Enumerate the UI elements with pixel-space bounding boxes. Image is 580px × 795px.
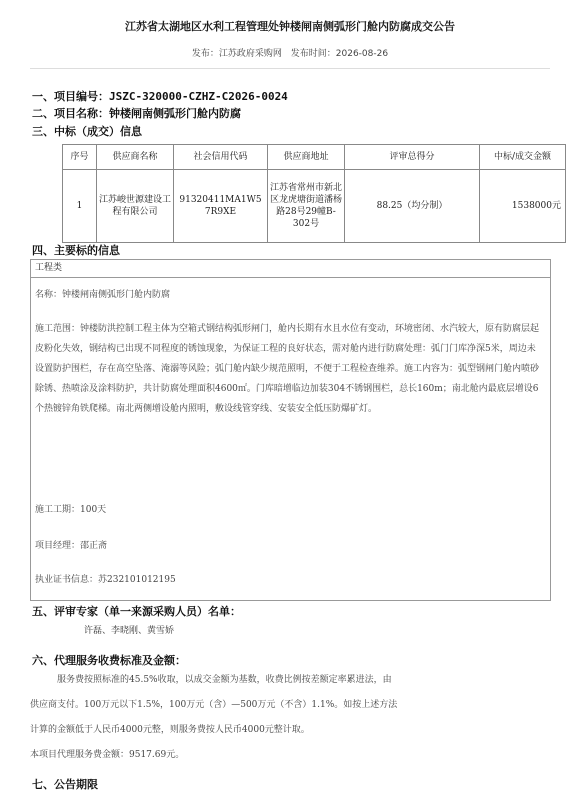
- table-header-row: [63, 145, 566, 170]
- header-divider: [30, 68, 550, 69]
- col-header-score: 评审总得分: [345, 145, 480, 170]
- section-bid-info: 三、中标（成交）信息: [32, 125, 142, 138]
- publish-source: 发布：江苏政府采购网: [191, 49, 282, 59]
- col-header-no: 序号: [63, 145, 97, 170]
- target-certificate: 执业证书信息：苏232101012195: [35, 575, 176, 585]
- cell-score: 88.25（均分制）: [345, 170, 480, 243]
- cell-no: 1: [63, 170, 97, 243]
- cell-address: 江苏省常州市新北区龙虎塘街道潘杨路28号29幢B-302号: [268, 170, 345, 243]
- fee-line-2: 供应商支付。100万元以下1.5%，100万元（含）—500万元（不含）1.1%。如按上述方法: [30, 700, 398, 710]
- section-label: 二、项目名称：: [32, 107, 109, 120]
- project-number: JSZC-320000-CZHZ-C2026-0024: [109, 90, 288, 103]
- project-name: 钟楼闸南侧弧形门舱内防腐: [109, 107, 241, 120]
- target-info-box: [30, 259, 551, 601]
- target-name: 名称：钟楼闸南侧弧形门舱内防腐: [35, 290, 171, 300]
- section-fee: 六、代理服务收费标准及金额：: [32, 654, 186, 667]
- target-scope: 施工范围：钟楼防洪控制工程主体为空箱式钢结构弧形闸门，舱内长期有水且水位有变动，环境密闭、水汽较大，原有防腐层起皮粉化失效，钢结构已出现不同程度的锈蚀现象，为保证工程的良好状态，需对舱内进行防腐处理：弧门门库净深5米，周边未设置防护围栏，存在高空坠落、淹溺等风险；弧门舱内缺少规范照明，不便于工程检查维养。施工内容为：弧型钢闸门舱内喷砂除锈、热喷涂及涂料防护，共计防腐处理面积4600㎡。门库暗增临边加装304不锈钢围栏，总长160m；南北舱内最底层增设6个热镀锌角铁爬梯。南北两侧增设舱内照明，敷设线管穿线、安装安全低压防爆矿灯。: [35, 324, 540, 414]
- cell-credit-code: 91320411MA1W57R9XE: [174, 170, 268, 243]
- cell-amount: 1538000元: [480, 170, 566, 243]
- section-project-name: [32, 105, 241, 121]
- col-header-credit-code: 社会信用代码: [174, 145, 268, 170]
- col-header-amount: 中标/成交金额: [480, 145, 566, 170]
- section-label: 一、项目编号：: [32, 90, 109, 103]
- target-category: 工程类: [31, 260, 550, 278]
- table-row: [63, 170, 566, 243]
- section-notice-period: 七、公告期限: [32, 778, 98, 791]
- publish-meta: [0, 46, 580, 59]
- publish-time: 发布时间：2026-08-26: [290, 49, 389, 59]
- fee-line-4: 本项目代理服务费金额：9517.69元。: [30, 750, 185, 760]
- fee-line-1: 服务费按照标准的45.5%收取，以成交金额为基数，收费比例按差额定率累进法，由: [57, 675, 392, 685]
- col-header-address: 供应商地址: [268, 145, 345, 170]
- col-header-supplier: 供应商名称: [97, 145, 174, 170]
- bid-result-table: [62, 144, 566, 243]
- fee-line-3: 计算的金额低于人民币4000元整，则服务费按人民币4000元整计取。: [30, 725, 310, 735]
- section-project-number: [32, 88, 288, 104]
- section-experts: 五、评审专家（单一来源采购人员）名单：: [32, 605, 241, 618]
- page-title: 江苏省太湖地区水利工程管理处钟楼闸南侧弧形门舱内防腐成交公告: [125, 20, 455, 33]
- section-main-target: 四、主要标的信息: [32, 244, 120, 257]
- expert-names: 许磊、李晓刚、黄雪娇: [84, 626, 175, 636]
- target-period: 施工工期：100天: [35, 505, 107, 515]
- cell-supplier: 江苏峻世源建设工程有限公司: [97, 170, 174, 243]
- target-manager: 项目经理：邵正斋: [35, 541, 108, 551]
